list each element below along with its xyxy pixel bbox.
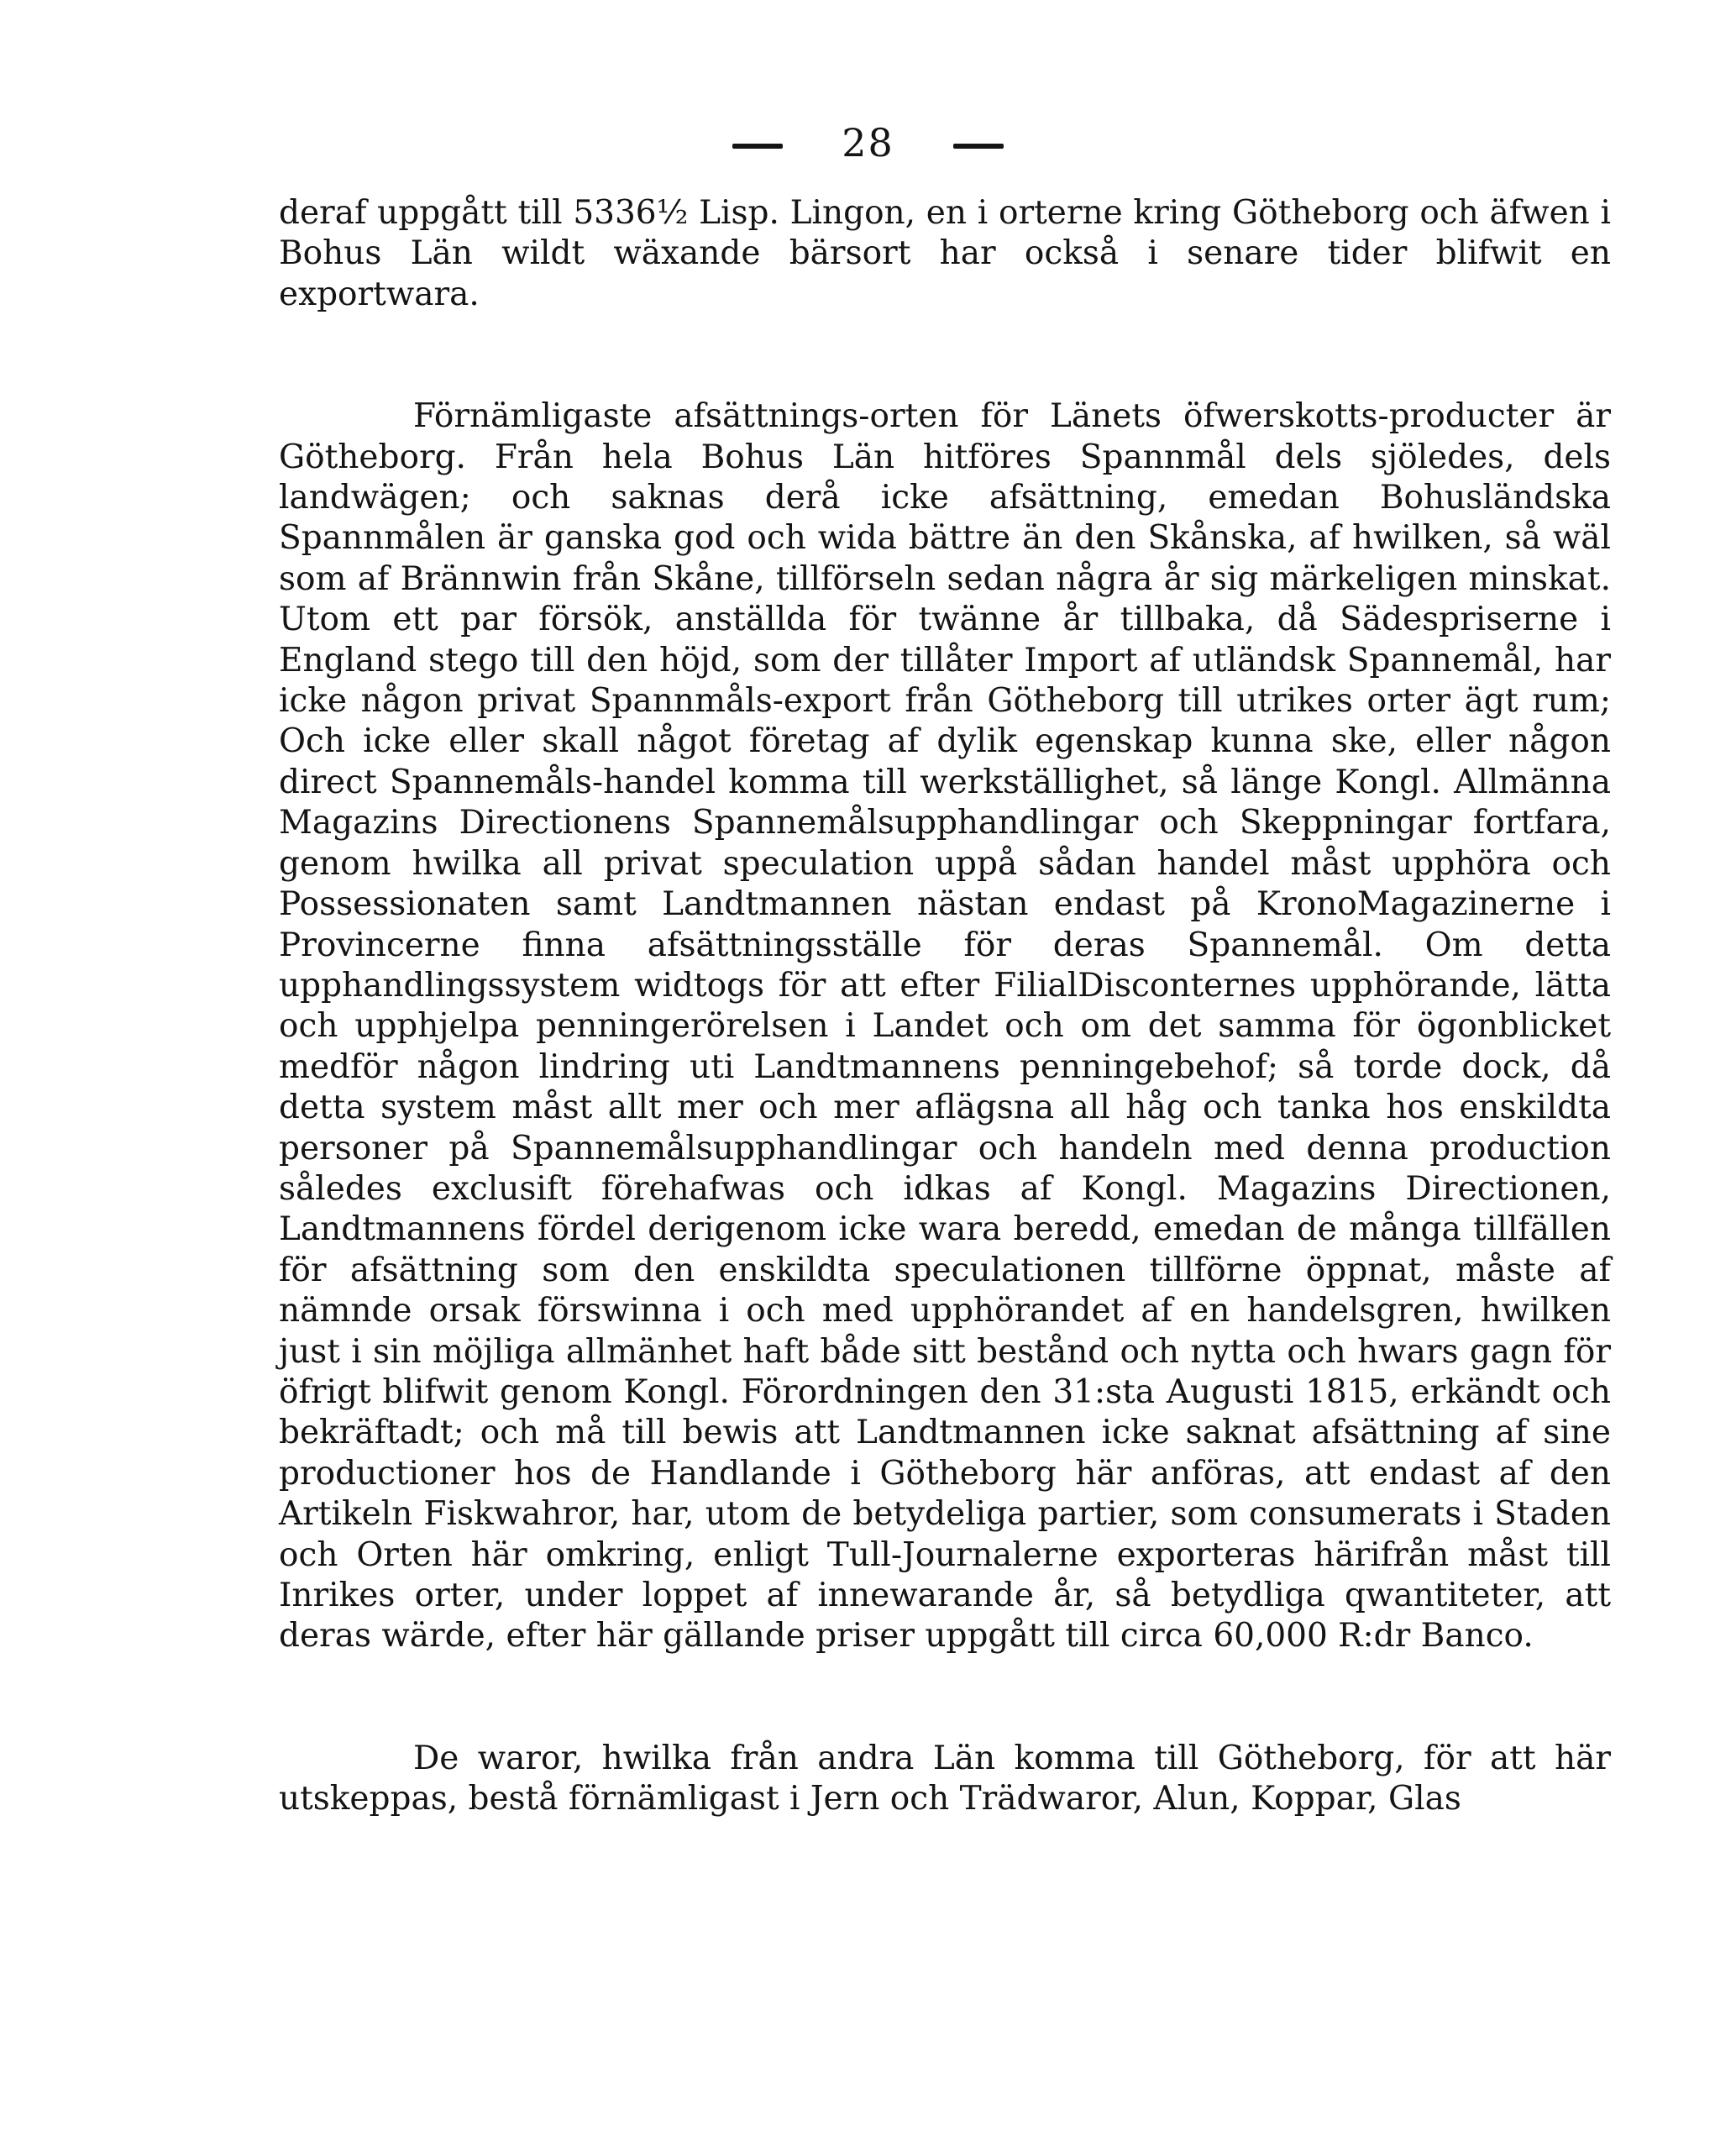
header-left-dash: [732, 144, 783, 149]
paragraph-continuation: deraf uppgått till 5336½ Lisp. Lingon, en i orterne kring Götheborg och äfwen i Bohus Län wildt wäxande bärsort har också i senare tider blifwit en exportwara.: [279, 194, 1611, 313]
body-text: [279, 193, 1611, 1820]
page-header: [0, 118, 1736, 168]
paragraph-export-markets: Förnämligaste afsättnings-orten för Länets öfwerskotts-producter är Götheborg. Från hela Bohus Län hitföres Spannmål dels sjöledes, dels landwägen; och saknas derå icke afsättning, emedan Bohusländska Spannmålen är ganska god och wida bättre än den Skånska, af hwilken, så wäl som af Brännwin från Skåne, tillförseln sedan några år sig märkeligen minskat. Utom ett par försök, anställda för twänne år tillbaka, då Sädespriserne i England stego till den höjd, som der tillåter Import af utländsk Spannemål, har icke någon privat Spannmåls-export från Götheborg till utrikes orter ägt rum; Och icke eller skall något företag af dylik egenskap kunna ske, eller någon direct Spannemåls-handel komma till werkställighet, så länge Kongl. Allmänna Magazins Directionens Spannemålsupphandlingar och Skeppningar fortfara, genom hwilka all privat speculation uppå sådan handel måst upphöra och Possessionaten samt Landtmannen nästan endast på KronoMagazinerne i Provincerne finna afsättningsställe för deras Spannemål. Om detta upphandlingssystem widtogs för att efter FilialDisconternes upphörande, lätta och upphjelpa penningerörelsen i Landet och om det samma för ögonblicket medför någon lindring uti Landtmannens penningebehof; så torde dock, då detta system måst allt mer och mer aflägsna all håg och tanka hos enskildta personer på Spannemålsupphandlingar och handeln med denna production således exclusift förehafwas och idkas af Kongl. Magazins Directionen, Landtmannens fördel derigenom icke wara beredd, emedan de många tillfällen för afsättning som den enskildta speculationen tillförne öppnat, måste af nämnde orsak förswinna i och med upphörandet af en handelsgren, hwilken just i sin möjliga allmänhet haft både sitt bestånd och nytta och hwars gagn för öfrigt blifwit genom Kongl. Förordningen den 31:sta Augusti 1815, erkändt och bekräftadt; och må till bewis att Landtmannen icke saknat afsättning af sine productioner hos de Handlande i Götheborg här anföras, att endast af den Artikeln Fiskwahror, har, utom de betydeliga partier, som consumerats i Staden och Orten här omkring, enligt Tull-Journalerne exporteras härifrån måst till Inrikes orter, under loppet af innewarande år, så betydliga qwantiteter, att deras wärde, efter här gällande priser uppgått till circa 60,000 R:dr Banco.: [279, 397, 1611, 1656]
header-right-dash: [953, 144, 1004, 149]
paragraph-goods-from-other-counties: De waror, hwilka från andra Län komma till Götheborg, för att här utskeppas, bestå förnämligast i Jern och Trädwaror, Alun, Koppar, Glas: [279, 1739, 1611, 1818]
page-number: 28: [842, 120, 894, 165]
